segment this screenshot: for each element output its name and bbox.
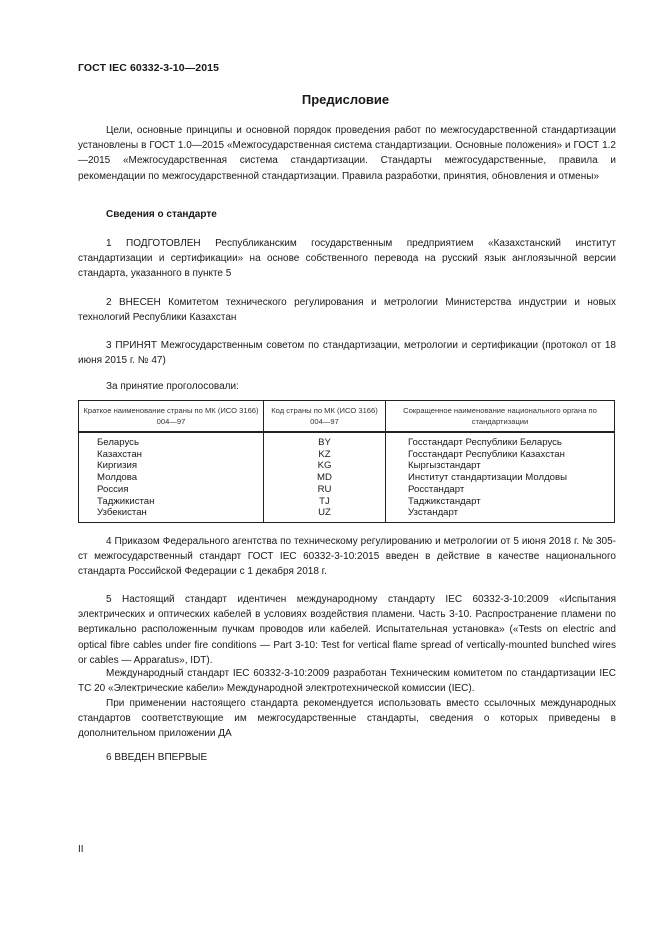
cell-country: Молдова xyxy=(79,472,264,484)
cell-code: RU xyxy=(264,484,386,496)
table-row xyxy=(79,449,615,461)
cell-code: BY xyxy=(264,432,386,449)
cell-body: Институт стандартизации Молдовы xyxy=(386,472,615,484)
cell-country: Киргизия xyxy=(79,460,264,472)
cell-code: MD xyxy=(264,472,386,484)
voted-label: За принятие проголосовали: xyxy=(106,381,239,392)
item-adopted: 3 ПРИНЯТ Межгосударственным советом по стандартизации, метрологии и сертификации (протокол от 18 июня 2015 г. № 47) xyxy=(78,340,616,367)
header-country-name: Краткое наименование страны по МК (ИСО 3166) 004—97 xyxy=(79,401,264,433)
item-first-introduced: 6 ВВЕДЕН ВПЕРВЫЕ xyxy=(106,752,208,763)
item-application-note: При применении настоящего стандарта рекомендуется использовать вместо ссылочных международных стандартов соответствующие им межгосударственные стандарты, сведения о которых приведены в дополнительном приложении ДА xyxy=(78,698,616,740)
table-row xyxy=(79,484,615,496)
table-row xyxy=(79,432,615,449)
cell-body: Госстандарт Республики Беларусь xyxy=(386,432,615,449)
cell-country: Россия xyxy=(79,484,264,496)
cell-body: Госстандарт Республики Казахстан xyxy=(386,449,615,461)
cell-body: Таджикстандарт xyxy=(386,496,615,508)
cell-body: Кыргызстандарт xyxy=(386,460,615,472)
header-standards-body: Сокращенное наименование национального органа по стандартизации xyxy=(386,401,615,433)
item-developed-by: Международный стандарт IEC 60332-3-10:2009 разработан Техническим комитетом по стандартизации IEC TC 20 «Электрические кабели» Международной электротехнической комиссии (IEC). xyxy=(78,668,616,695)
cell-code: KG xyxy=(264,460,386,472)
cell-code: UZ xyxy=(264,507,386,522)
document-header: ГОСТ IEC 60332-3-10—2015 xyxy=(78,62,220,74)
cell-code: KZ xyxy=(264,449,386,461)
cell-country: Таджикистан xyxy=(79,496,264,508)
cell-country: Казахстан xyxy=(79,449,264,461)
item-prepared: 1 ПОДГОТОВЛЕН Республиканским государственным предприятием «Казахстанский институт стандартизации и сертификации» на основе собственного перевода на русский язык англоязычной версии стандарта, указанного в пункте 5 xyxy=(78,238,616,280)
cell-body: Узстандарт xyxy=(386,507,615,522)
table-row xyxy=(79,472,615,484)
cell-country: Беларусь xyxy=(79,432,264,449)
item-introduced: 2 ВНЕСЕН Комитетом технического регулирования и метрологии Министерства индустрии и новых технологий Республики Казахстан xyxy=(78,297,616,324)
item-order: 4 Приказом Федерального агентства по техническому регулированию и метрологии от 5 июня 2018 г. № 305-ст межгосударственный стандарт ГОСТ IEC 60332-3-10:2015 введен в действие в качестве национального стандарта Российской Федерации с 1 декабря 2018 г. xyxy=(78,536,616,578)
voting-table xyxy=(78,400,615,523)
page-number: II xyxy=(78,844,84,855)
page-title xyxy=(0,92,661,107)
table-row xyxy=(79,460,615,472)
item-identical: 5 Настоящий стандарт идентичен международному стандарту IEC 60332-3-10:2009 «Испытания электрических и оптических кабелей в условиях воздействия пламени. Часть 3-10. Распространение пламени по вертикально расположенным пучкам проводов или кабелей. Испытательная установка» («Tests on electric and optical fibre cables under fire conditions — Part 3-10: Test for vertical flame spread of vertically-mounted bunched wires or cables — Apparatus», IDT). xyxy=(78,594,616,666)
intro-paragraph: Цели, основные принципы и основной порядок проведения работ по межгосударственной стандартизации установлены в ГОСТ 1.0—2015 «Межгосударственная система стандартизации. Основные положения» и ГОСТ 1.2—2015 «Межгосударственная система стандартизации. Стандарты межгосударственные, правила и рекомендации по межгосударственной стандартизации. Правила разработки, принятия, обновления и отмены» xyxy=(78,125,616,182)
cell-code: TJ xyxy=(264,496,386,508)
table-row xyxy=(79,507,615,522)
table-header-row xyxy=(79,401,615,433)
cell-body: Росстандарт xyxy=(386,484,615,496)
table-row xyxy=(79,496,615,508)
header-country-code: Код страны по МК (ИСО 3166) 004—97 xyxy=(264,401,386,433)
cell-country: Узбекистан xyxy=(79,507,264,522)
section-subtitle: Сведения о стандарте xyxy=(106,209,217,220)
title-text: Предисловие xyxy=(301,92,390,107)
